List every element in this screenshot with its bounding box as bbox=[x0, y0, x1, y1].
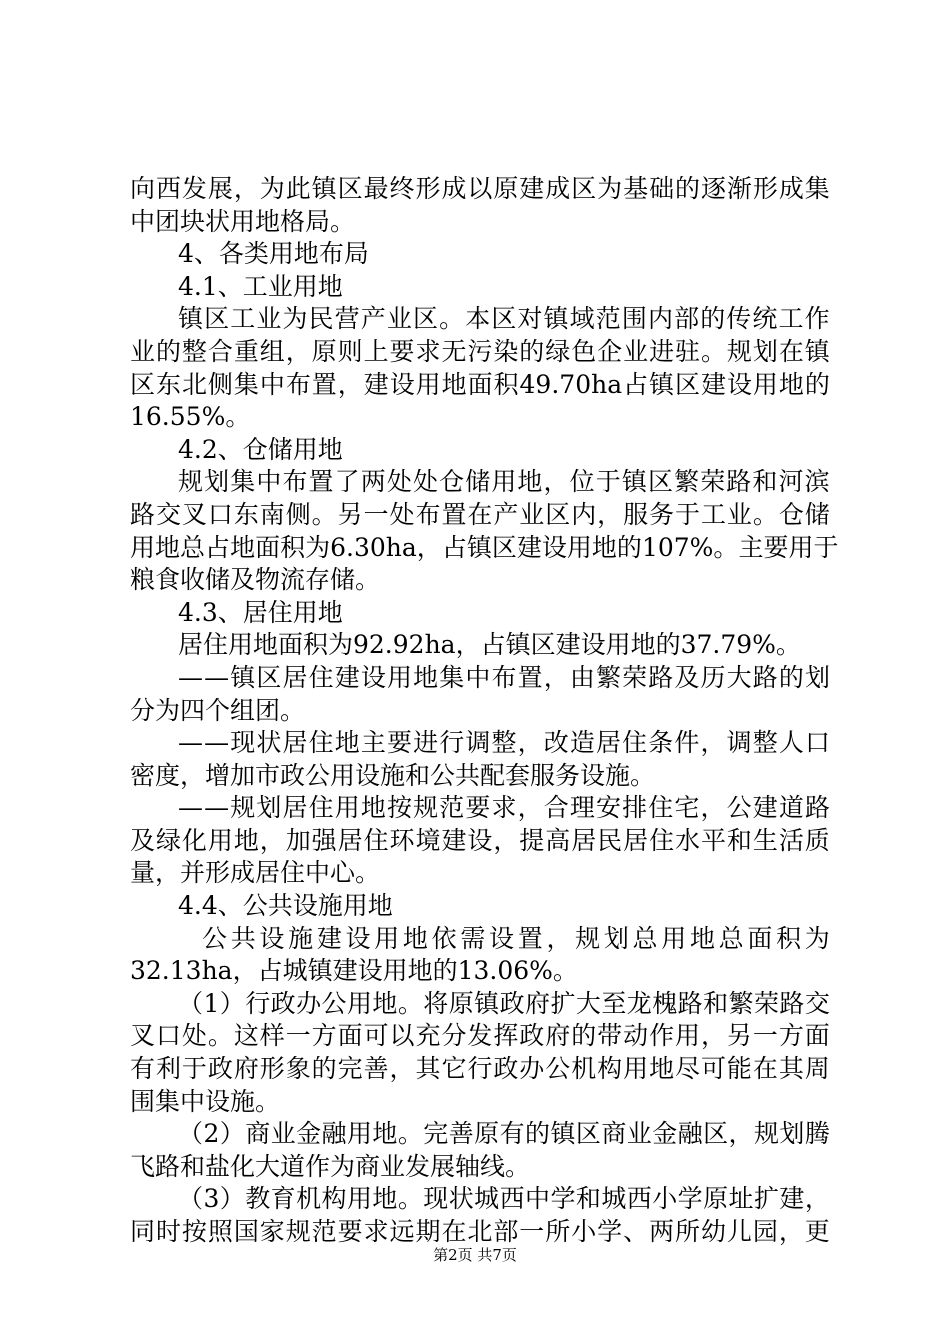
text-line: （ 1 ） 行 政 办 公 用 地 。 将 原 镇 政 府 扩 大 至 龙 槐 路 和 繁 荣 路 交 bbox=[178, 988, 830, 1018]
text-line: 公 共 设 施 建 设 用 地 依 需 设 置 ， 规 划 总 用 地 总 面 积 为 bbox=[202, 923, 830, 953]
text-line: 中团块状用地格局。 bbox=[130, 206, 356, 236]
text-line: 粮食收储及物流存储。 bbox=[130, 565, 381, 595]
text-line: 32.13ha，占城镇建设用地的13.06%。 bbox=[130, 956, 578, 986]
text-line: 业 的 整 合 重 组 ， 原 则 上 要 求 无 污 染 的 绿 色 企 业 进 驻 。 规 划 在 镇 bbox=[130, 336, 830, 366]
text-line: 同 时 按 照 国 家 规 范 要 求 远 期 在 北 部 一 所 小 学 、 两 所 幼 儿 园 ， 更 bbox=[130, 1217, 830, 1246]
text-line: 向 西 发 展 ， 为 此 镇 区 最 终 形 成 以 原 建 成 区 为 基 础 的 逐 渐 形 成 集 bbox=[130, 174, 830, 203]
text-line: 16.55%。 bbox=[130, 402, 251, 432]
text-line: 居住用地面积为92.92ha，占镇区建设用地的37.79%。 bbox=[178, 630, 801, 660]
text-line: 及 绿 化 用 地 ， 加 强 居 住 环 境 建 设 ， 提 高 居 民 居 住 水 平 和 生 活 质 bbox=[130, 825, 830, 855]
text-line: — — 规 划 居 住 用 地 按 规 范 要 求 ， 合 理 安 排 住 宅 ， 公 建 道 路 bbox=[178, 793, 830, 823]
text-line: 4.4、公共设施用地 bbox=[178, 891, 393, 921]
text-line: 镇 区 工 业 为 民 营 产 业 区 。 本 区 对 镇 域 范 围 内 部 的 传 统 工 作 bbox=[178, 304, 830, 334]
text-line: 路 交 叉 口 东 南 侧 。 另 一 处 布 置 在 产 业 区 内 ， 服 务 于 工 业 。 仓 储 bbox=[130, 499, 830, 529]
text-line: 密度，增加市政公用设施和公共配套服务设施。 bbox=[130, 760, 656, 790]
text-line: 叉 口 处 。 这 样 一 方 面 可 以 充 分 发 挥 政 府 的 带 动 作 用 ， 另 一 方 面 bbox=[130, 1021, 830, 1051]
text-line: 围集中设施。 bbox=[130, 1086, 281, 1116]
text-line: （ 2 ） 商 业 金 融 用 地 。 完 善 原 有 的 镇 区 商 业 金 融 区 ， 规 划 腾 bbox=[178, 1119, 830, 1149]
text-line: 规 划 集 中 布 置 了 两 处 处 仓 储 用 地 ， 位 于 镇 区 繁 荣 路 和 河 滨 bbox=[178, 467, 830, 497]
text-line: — — 镇 区 居 住 建 设 用 地 集 中 布 置 ， 由 繁 荣 路 及 历 大 路 的 划 bbox=[178, 662, 830, 692]
text-line: — — 现 状 居 住 地 主 要 进 行 调 整 ， 改 造 居 住 条 件 ， 调 整 人 口 bbox=[178, 728, 830, 758]
text-line: 4、各类用地布局 bbox=[178, 239, 369, 269]
text-line: 用 地 总 占 地 面 积 为 6.30ha ， 占 镇 区 建 设 用 地 的 107% 。 主 要 用 于 bbox=[130, 532, 839, 562]
text-line: 量，并形成居住中心。 bbox=[130, 858, 381, 888]
page-footer: 第2页 共7页 bbox=[433, 1246, 517, 1264]
text-line: 4.2、仓储用地 bbox=[178, 434, 343, 464]
text-line: 分为四个组团。 bbox=[130, 695, 306, 725]
text-line: 4.1、工业用地 bbox=[178, 271, 343, 301]
text-line: 区 东 北 侧 集 中 布 置 ， 建 设 用 地 面 积 49.70ha 占 镇 区 建 设 用 地 的 bbox=[130, 369, 830, 399]
text-line: 有 利 于 政 府 形 象 的 完 善 ， 其 它 行 政 办 公 机 构 用 地 尽 可 能 在 其 周 bbox=[130, 1054, 830, 1084]
text-line: （ 3 ） 教 育 机 构 用 地 。 现 状 城 西 中 学 和 城 西 小 学 原 址 扩 建 ， bbox=[178, 1184, 830, 1214]
document-body bbox=[130, 173, 839, 1249]
text-line: 飞路和盐化大道作为商业发展轴线。 bbox=[130, 1151, 531, 1181]
text-line: 4.3、居住用地 bbox=[178, 597, 343, 627]
